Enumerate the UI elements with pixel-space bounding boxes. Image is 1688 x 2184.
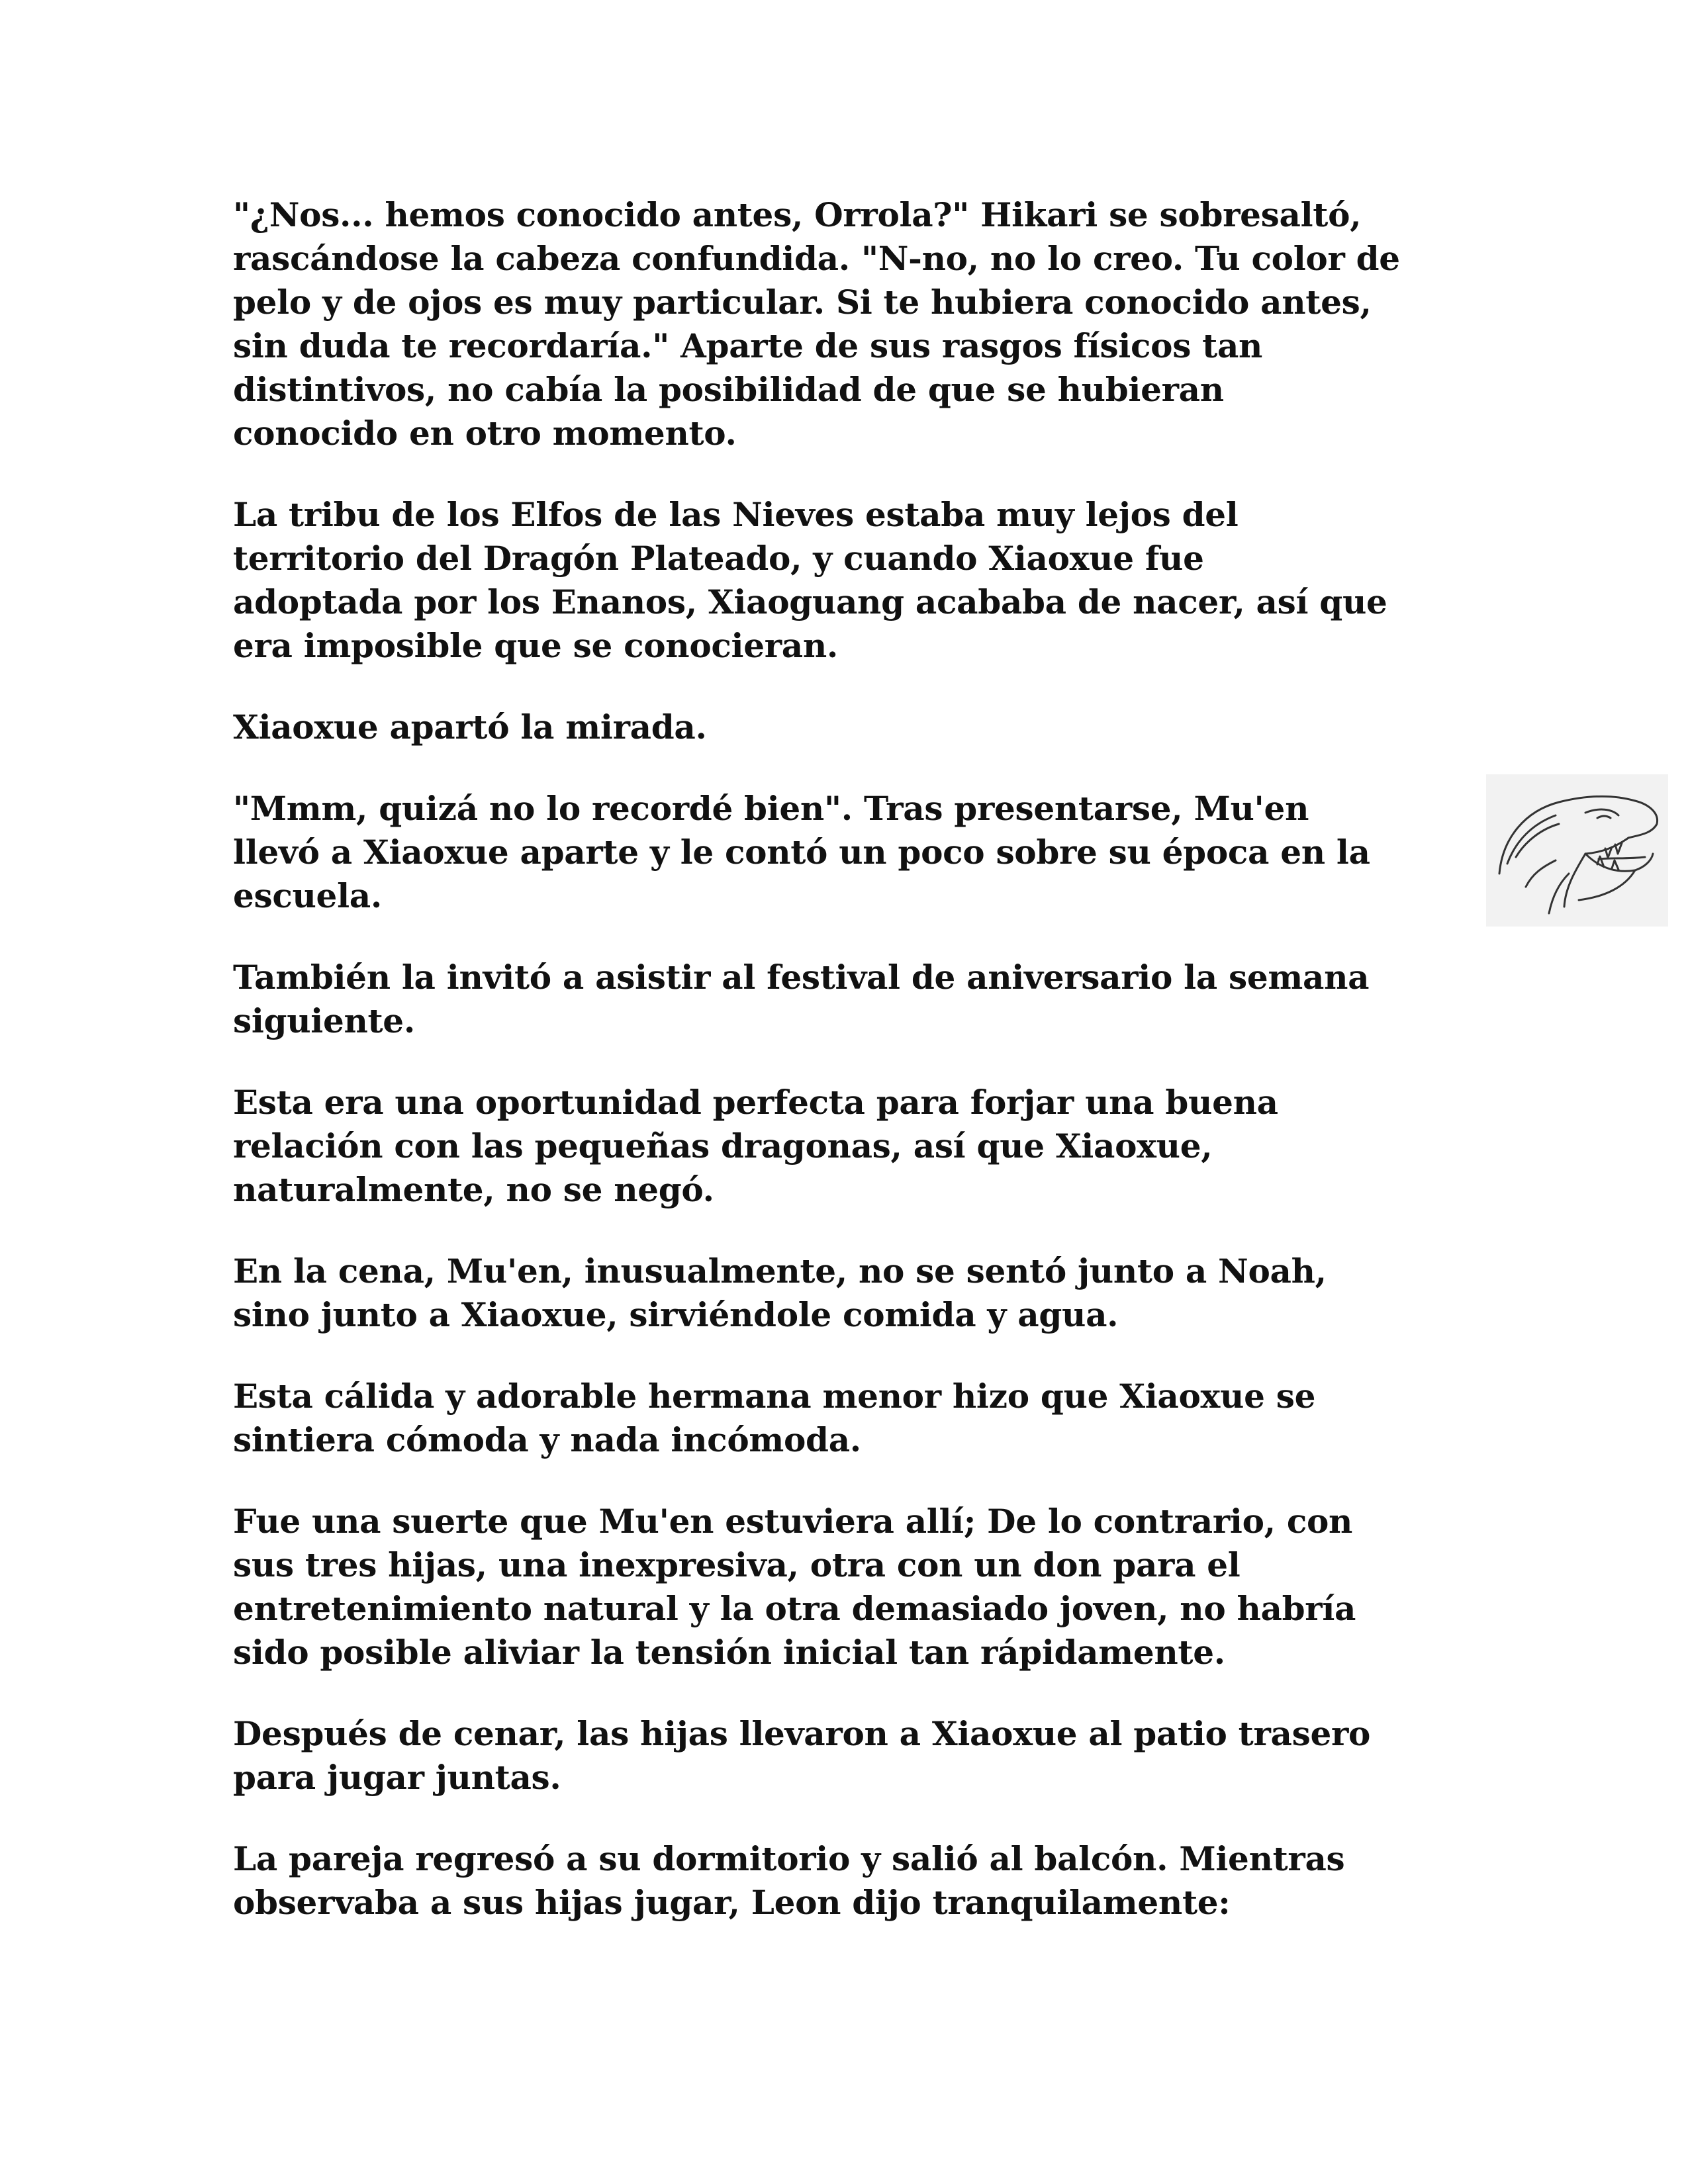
dinosaur-head-sketch-icon xyxy=(1486,774,1668,927)
paragraph: En la cena, Mu'en, inusualmente, no se sentó junto a Noah, sino junto a Xiaoxue, sirviéndole comida y agua. xyxy=(233,1251,1327,1334)
paragraph: Después de cenar, las hijas llevaron a Xiaoxue al patio trasero para jugar juntas. xyxy=(233,1714,1371,1797)
paragraph: La pareja regresó a su dormitorio y salió al balcón. Mientras observaba a sus hijas jugar, Leon dijo tranquilamente: xyxy=(233,1839,1345,1922)
paragraph: Esta cálida y adorable hermana menor hizo que Xiaoxue se sintiera cómoda y nada incómoda. xyxy=(233,1377,1316,1459)
text-column xyxy=(233,193,1477,1962)
paragraph: Xiaoxue apartó la mirada. xyxy=(233,707,707,747)
paragraph: Fue una suerte que Mu'en estuviera allí; De lo contrario, con sus tres hijas, una inexpresiva, otra con un don para el entretenimiento natural y la otra demasiado joven, no habría sido posible aliviar la tensión inicial tan rápidamente. xyxy=(233,1502,1356,1672)
paragraph: La tribu de los Elfos de las Nieves estaba muy lejos del territorio del Dragón Plateado, y cuando Xiaoxue fue adoptada por los Enanos, Xiaoguang acababa de nacer, así que era imposible que se conocieran. xyxy=(233,495,1387,665)
paragraph: "¿Nos... hemos conocido antes, Orrola?" Hikari se sobresaltó, rascándose la cabeza confundida. "N-no, no lo creo. Tu color de pelo y de ojos es muy particular. Si te hubiera conocido antes, sin duda te recordaría." Aparte de sus rasgos físicos tan distintivos, no cabía la posibilidad de que se hubieran conocido en otro momento. xyxy=(233,195,1400,453)
paragraph: "Mmm, quizá no lo recordé bien". Tras presentarse, Mu'en llevó a Xiaoxue aparte y le contó un poco sobre su época en la escuela. xyxy=(233,789,1370,915)
paragraph: También la invitó a asistir al festival de aniversario la semana siguiente. xyxy=(233,958,1370,1040)
paragraph: Esta era una oportunidad perfecta para forjar una buena relación con las pequeñas dragonas, así que Xiaoxue, naturalmente, no se negó. xyxy=(233,1083,1278,1209)
